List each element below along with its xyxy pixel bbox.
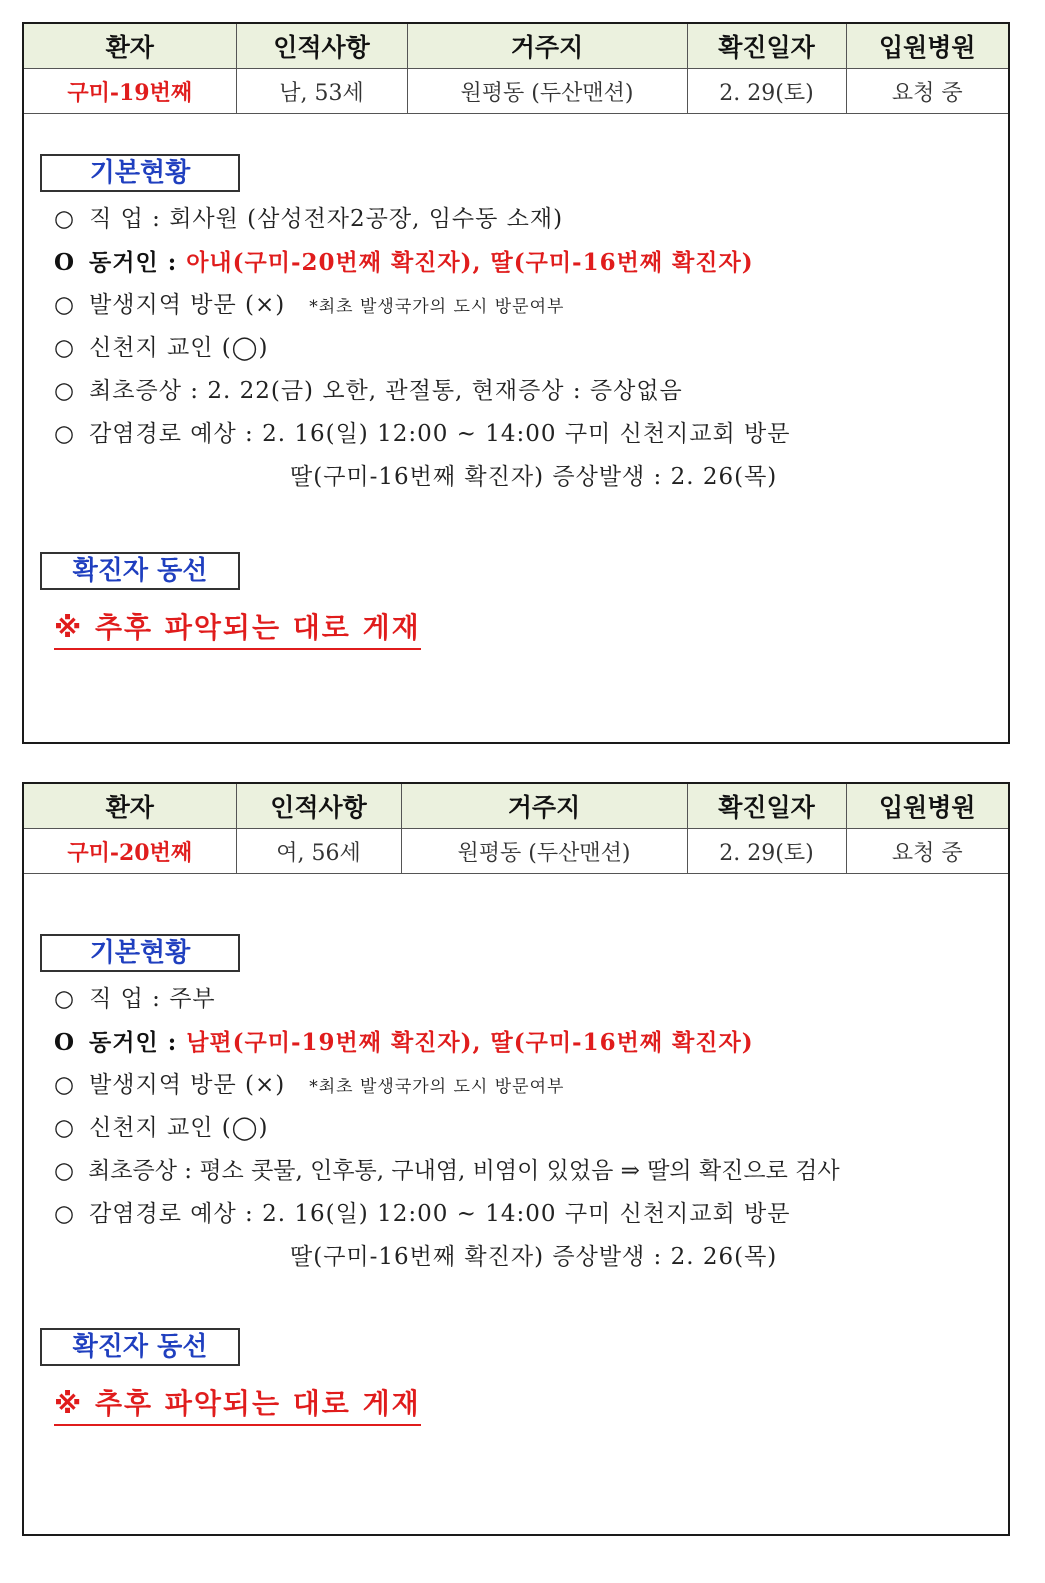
occupation-line [54,198,998,241]
bullet-icon: ○ [54,1115,76,1141]
notice-text: ※ 추후 파악되는 대로 게재 [54,1382,421,1426]
route-line-2 [54,456,998,499]
header-hospital: 입원병원 [846,784,1008,829]
patient-summary-table [24,784,1008,874]
occupation-text: 직 업 : 주부 [89,986,216,1012]
cohabitant-label: 동거인 : [89,249,187,276]
patient-card-2 [22,782,1010,1536]
header-info: 인적사항 [236,24,407,69]
occupation-text: 직 업 : 회사원 (삼성전자2공장, 임수동 소재) [89,206,564,232]
visit-line [54,284,998,327]
header-date: 확진일자 [687,24,846,69]
route-line-2 [54,1236,998,1279]
route-title: 확진자 동선 [40,552,240,590]
hospital-status: 요청 중 [846,69,1008,114]
bullet-icon: ○ [54,292,76,318]
bullet-icon: ○ [54,335,76,361]
bullet-icon: ○ [54,378,76,404]
patient-summary-table [24,24,1008,114]
patient-info: 남, 53세 [236,69,407,114]
basic-status-title: 기본현황 [40,154,240,192]
patient-id: 구미-19번째 [24,69,236,114]
confirm-date: 2. 29(토) [687,829,846,874]
bullet-icon: ○ [54,1201,76,1227]
symptom-text: 최초증상 : 평소 콧물, 인후통, 구내염, 비염이 있었음 ⇒ 딸의 확진으로 검사 [88,1158,840,1184]
bullet-icon: ○ [54,206,76,232]
route-text: 감염경로 예상 : 2. 16(일) 12:00 ~ 14:00 구미 신천지교회 방문 [89,1201,791,1227]
route-line [54,1193,998,1236]
header-patient: 환자 [24,784,236,829]
route-text-2: 딸(구미-16번째 확진자) 증상발생 : 2. 26(목) [290,464,778,490]
patient-id: 구미-20번째 [24,829,236,874]
visit-line [54,1064,998,1107]
basic-status-list [54,978,998,1279]
cohabitant-value: 남편(구미-19번째 확진자), 딸(구미-16번째 확진자) [186,1029,754,1056]
visit-text: 발생지역 방문 (×) [89,292,286,318]
header-hospital: 입원병원 [846,24,1008,69]
basic-status-list [54,198,998,499]
symptom-text: 최초증상 : 2. 22(금) 오한, 관절통, 현재증상 : 증상없음 [89,378,683,404]
visit-note: *최초 발생국가의 도시 방문여부 [309,1077,565,1097]
table-row [24,69,1008,114]
cohabitant-line [54,241,998,284]
route-line [54,413,998,456]
route-title: 확진자 동선 [40,1328,240,1366]
bullet-icon: ○ [54,1072,76,1098]
header-address: 거주지 [407,24,687,69]
hospital-status: 요청 중 [846,829,1008,874]
patient-address: 원평동 (두산맨션) [407,69,687,114]
symptom-line [54,1150,998,1193]
header-address: 거주지 [401,784,687,829]
visit-text: 발생지역 방문 (×) [89,1072,286,1098]
bullet-icon: ○ [54,986,76,1012]
header-date: 확진일자 [687,784,846,829]
cohabitant-label: 동거인 : [89,1029,187,1056]
table-row [24,829,1008,874]
visit-note: *최초 발생국가의 도시 방문여부 [309,297,565,317]
shincheonji-text: 신천지 교인 (◯) [89,1115,269,1141]
bullet-icon: ○ [54,1158,75,1184]
table-header-row [24,784,1008,829]
basic-status-title: 기본현황 [40,934,240,972]
patient-card-1 [22,22,1010,744]
symptom-line [54,370,998,413]
notice-text: ※ 추후 파악되는 대로 게재 [54,606,421,650]
cohabitant-line [54,1021,998,1064]
table-header-row [24,24,1008,69]
bullet-icon: O [54,249,76,276]
cohabitant-value: 아내(구미-20번째 확진자), 딸(구미-16번째 확진자) [186,249,754,276]
shincheonji-line [54,1107,998,1150]
route-text-2: 딸(구미-16번째 확진자) 증상발생 : 2. 26(목) [290,1244,778,1270]
confirm-date: 2. 29(토) [687,69,846,114]
shincheonji-line [54,327,998,370]
header-info: 인적사항 [236,784,401,829]
route-text: 감염경로 예상 : 2. 16(일) 12:00 ~ 14:00 구미 신천지교회 방문 [89,421,791,447]
patient-address: 원평동 (두산맨션) [401,829,687,874]
header-patient: 환자 [24,24,236,69]
bullet-icon: O [54,1029,76,1056]
occupation-line [54,978,998,1021]
shincheonji-text: 신천지 교인 (◯) [89,335,269,361]
patient-info: 여, 56세 [236,829,401,874]
bullet-icon: ○ [54,421,76,447]
